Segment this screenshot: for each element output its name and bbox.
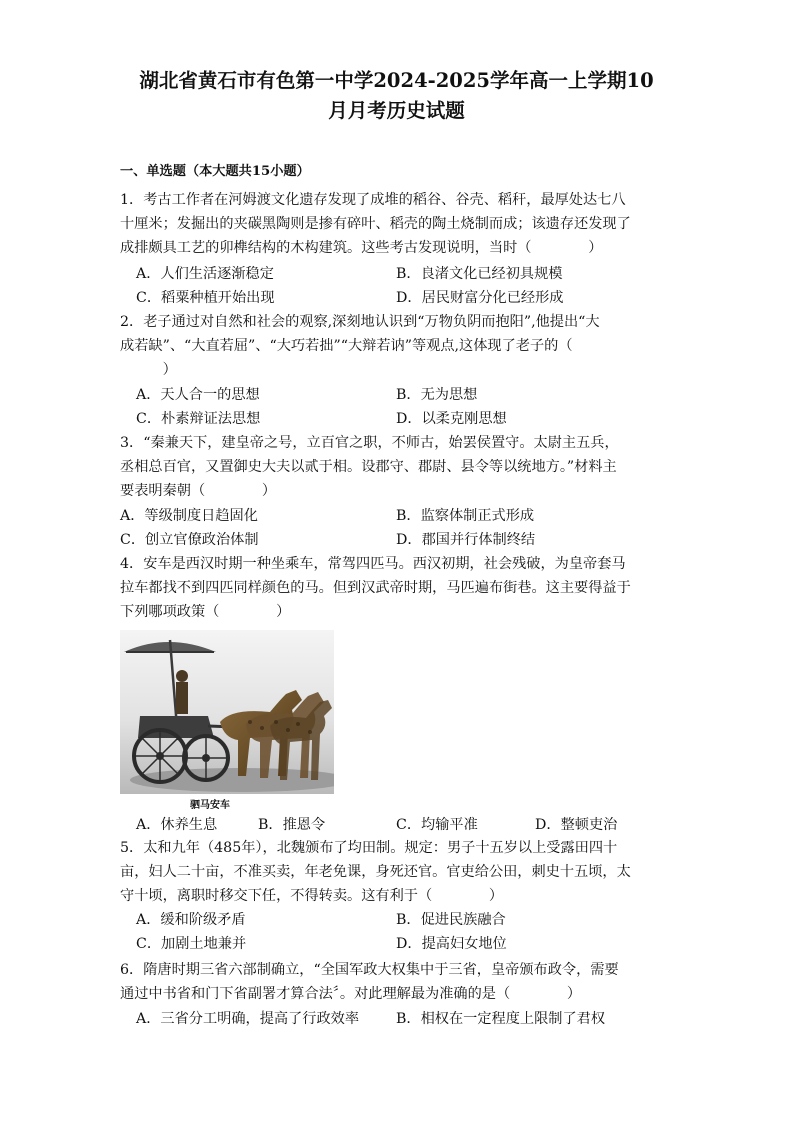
figure-caption: 驷马安车 [190,800,230,811]
option-c: C．朴素辩证法思想 [136,411,261,427]
option-b: B．相权在一定程度上限制了君权 [396,1011,606,1027]
option-d: D．以柔克刚思想 [396,411,507,427]
question-text-line: 3．“秦兼天下，建皇帝之号，立百官之职，不师古，始罢侯置守。太尉主五兵， [120,435,619,451]
question-text-line: 亩，妇人二十亩，不准买卖，年老免课，身死还官。官吏给公田，刺史十五顷，太 [120,864,631,880]
question-text-line: 通过中书省和门下省副署才算合法〞。对此理解最为准确的是（ ） [120,986,582,1002]
question-text-line: 5．太和九年（485年），北魏颁布了均田制。规定：男子十五岁以上受露田四十 [120,840,618,856]
option-a: A．缓和阶级矛盾 [136,912,246,928]
option-b: B．良渚文化已经初具规模 [396,266,563,282]
section-heading: 一、单选题（本大题共15小题） [120,164,310,179]
question-text-line: 2．老子通过对自然和社会的观察,深刻地认识到“万物负阴而抱阳”,他提出“大 [120,314,600,330]
question-text-line: 十厘米；发掘出的夹碳黑陶则是掺有碎叶、稻壳的陶土烧制而成；该遗存还发现了 [120,216,631,232]
option-a: A．休养生息 [136,817,218,833]
question-text-line: 成若缺”、“大直若屈”、“大巧若拙”“大辩若讷”等观点,这体现了老子的（ [120,338,573,354]
question-text-line: 6．隋唐时期三省六部制确立，“全国军政大权集中于三省，皇帝颁布政令，需要 [120,962,619,978]
option-a: A．天人合一的思想 [136,387,260,403]
question-text-line: 守十顷，离职时移交下任，不得转卖。这有利于（ ） [120,888,504,904]
option-a: A．等级制度日趋固化 [120,508,258,524]
option-c: C．均输平准 [396,817,478,833]
bronze-chariot-image [120,630,334,794]
option-b: B．促进民族融合 [396,912,506,928]
question-text-line: 丞相总百官，又置御史大夫以贰于相。设郡守、郡尉、县令等以统地方。”材料主 [120,459,617,475]
question-text-line: 1．考古工作者在河姆渡文化遗存发现了成堆的稻谷、谷壳、稻秆，最厚处达七八 [120,192,626,208]
question-text-line: 成排颇具工艺的卯榫结构的木构建筑。这些考古发现说明，当时（ ） [120,240,603,256]
option-d: D．郡国并行体制终结 [396,532,536,548]
option-b: B．监察体制正式形成 [396,508,535,524]
option-b: B．推恩令 [258,817,326,833]
option-d: D．居民财富分化已经形成 [396,290,564,306]
option-a: A．人们生活逐渐稳定 [136,266,274,282]
option-d: D．整顿吏治 [535,817,618,833]
question-text-line: 要表明秦朝（ ） [120,483,277,499]
question-text-line: 下列哪项政策（ ） [120,604,291,620]
page-title-line-2: 月月考历史试题 [328,99,465,122]
option-c: C．加剧土地兼并 [136,936,247,952]
question-text-line: 拉车都找不到四匹同样颜色的马。但到汉武帝时期，马匹遍布街巷。这主要得益于 [120,580,631,596]
page-title-line-1: 湖北省黄石市有色第一中学2024-2025学年高一上学期10 [139,69,654,92]
question-text-line: 4．安车是西汉时期一种坐乘车，常驾四匹马。西汉初期，社会残破，为皇帝套马 [120,556,626,572]
option-b: B．无为思想 [396,387,478,403]
option-c: C．稻粟种植开始出现 [136,290,275,306]
option-c: C．创立官僚政治体制 [120,532,259,548]
option-d: D．提高妇女地位 [396,936,507,952]
question-text-line: ） [120,362,177,378]
option-a: A．三省分工明确，提高了行政效率 [136,1011,360,1027]
